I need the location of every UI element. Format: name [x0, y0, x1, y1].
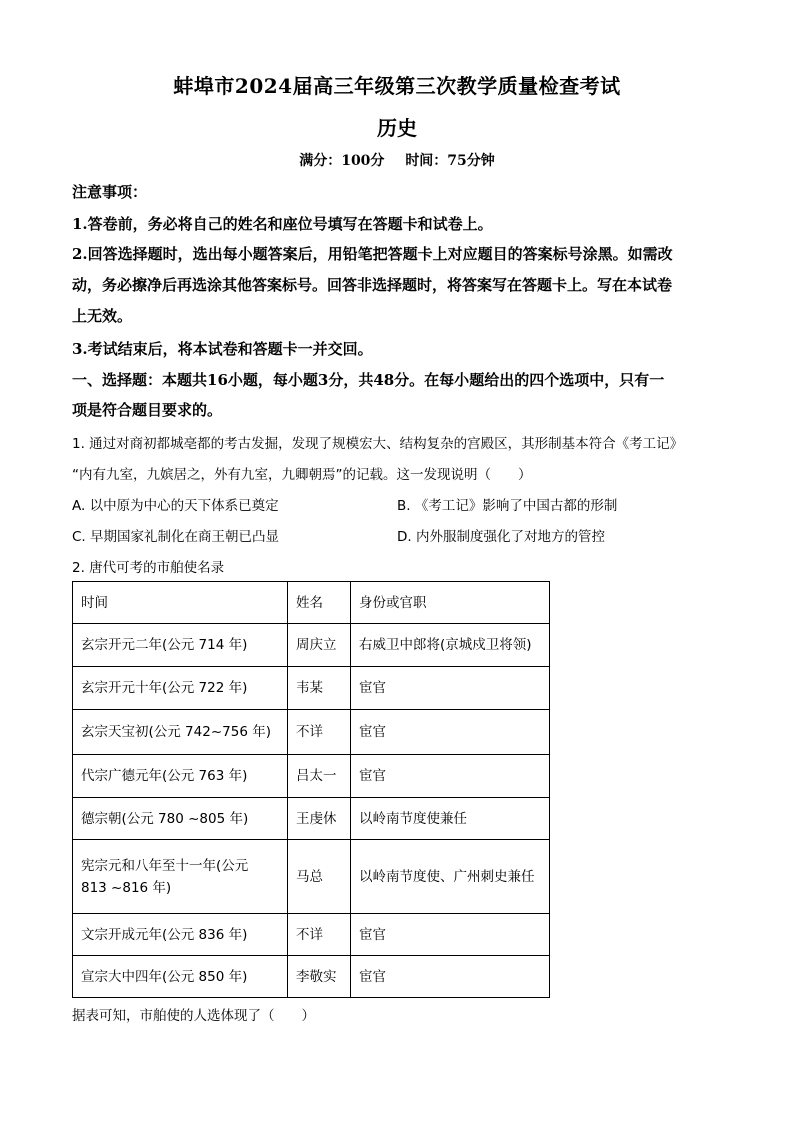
- table-cell: 玄宗天宝初(公元 742~756 年): [73, 710, 288, 755]
- q1-stem-line-2: “内有九室，九嫔居之，外有九室，九卿朝焉”的记载。这一发现说明（ ）: [72, 467, 532, 483]
- table-header-cell: 时间: [73, 582, 288, 624]
- table-cell: 宦官: [351, 914, 550, 956]
- table-cell: 周庆立: [288, 624, 351, 667]
- table-cell: [73, 840, 288, 914]
- table-cell: 宦官: [351, 667, 550, 710]
- exam-meta: [0, 150, 794, 170]
- table-cell: 以岭南节度使、广州刺史兼任: [351, 840, 550, 914]
- table-cell: 宦官: [351, 956, 550, 998]
- table-row: [73, 914, 550, 956]
- q1-stem-line-1: 1. 通过对商初都城亳都的考古发掘，发现了规模宏大、结构复杂的宫殿区，其形制基本符合《考工记》: [72, 436, 684, 452]
- note-item-2-line-1: 2.回答选择题时，选出每小题答案后，用铅笔把答题卡上对应题目的答案标号涂黑。如需改: [72, 245, 673, 263]
- table-row: [73, 667, 550, 710]
- table-cell: 韦某: [288, 667, 351, 710]
- section-1-heading-line-2: 项是符合题目要求的。: [72, 401, 223, 419]
- note-item-1: 1.答卷前，务必将自己的姓名和座位号填写在答题卡和试卷上。: [72, 215, 493, 233]
- table-row: [73, 840, 550, 914]
- table-row: [73, 798, 550, 840]
- table-cell-line: 宪宗元和八年至十一年(公元: [81, 857, 249, 874]
- table-cell: 不详: [288, 914, 351, 956]
- q2-table: [72, 581, 550, 998]
- table-row: [73, 710, 550, 755]
- note-item-2-line-2: 动，务必擦净后再选涂其他答案标号。回答非选择题时，将答案写在答题卡上。写在本试卷: [72, 276, 673, 294]
- table-cell: 文宗开成元年(公元 836 年): [73, 914, 288, 956]
- table-cell: 代宗广德元年(公元 763 年): [73, 755, 288, 798]
- table-cell: 王虔休: [288, 798, 351, 840]
- table-cell: 以岭南节度使兼任: [351, 798, 550, 840]
- table-row: [73, 755, 550, 798]
- table-header-cell: 姓名: [288, 582, 351, 624]
- table-row: [73, 956, 550, 998]
- exam-time: 时间：75分钟: [405, 153, 495, 169]
- table-cell: 不详: [288, 710, 351, 755]
- note-item-3: 3.考试结束后，将本试卷和答题卡一并交回。: [72, 340, 373, 358]
- table-header-cell: 身份或官职: [351, 582, 550, 624]
- table-cell: 宦官: [351, 755, 550, 798]
- note-item-2-line-3: 上无效。: [72, 307, 133, 325]
- q1-option-a: A. 以中原为中心的天下体系已奠定: [72, 498, 279, 514]
- q2-after-text: 据表可知，市舶使的人选体现了（ ）: [72, 1008, 315, 1024]
- exam-title: 蚌埠市2024届高三年级第三次教学质量检查考试: [173, 74, 621, 98]
- full-score: 满分：100分: [299, 153, 385, 169]
- table-cell: 玄宗开元十年(公元 722 年): [73, 667, 288, 710]
- notes-heading: 注意事项：: [72, 183, 148, 201]
- table-row: [73, 624, 550, 667]
- q1-option-d: D. 内外服制度强化了对地方的管控: [397, 529, 605, 545]
- table-cell: 玄宗开元二年(公元 714 年): [73, 624, 288, 667]
- table-cell: 李敬实: [288, 956, 351, 998]
- table-cell: 吕太一: [288, 755, 351, 798]
- table-cell-line: 813 ~816 年): [81, 879, 172, 896]
- table-cell: 宣宗大中四年(公元 850 年): [73, 956, 288, 998]
- table-cell: 宦官: [351, 710, 550, 755]
- q1-option-c: C. 早期国家礼制化在商王朝已凸显: [72, 529, 280, 545]
- q1-option-b: B. 《考工记》影响了中国古都的形制: [397, 498, 618, 514]
- table-cell: 右威卫中郎将(京城戍卫将领): [351, 624, 550, 667]
- q2-stem: 2. 唐代可考的市舶使名录: [72, 560, 225, 576]
- table-header-row: [73, 582, 550, 624]
- exam-subject: 历史: [377, 116, 417, 140]
- table-cell: 马总: [288, 840, 351, 914]
- section-1-heading-line-1: 一、选择题：本题共16小题，每小题3分，共48分。在每小题给出的四个选项中，只有一: [72, 371, 665, 389]
- table-cell: 德宗朝(公元 780 ~805 年): [73, 798, 288, 840]
